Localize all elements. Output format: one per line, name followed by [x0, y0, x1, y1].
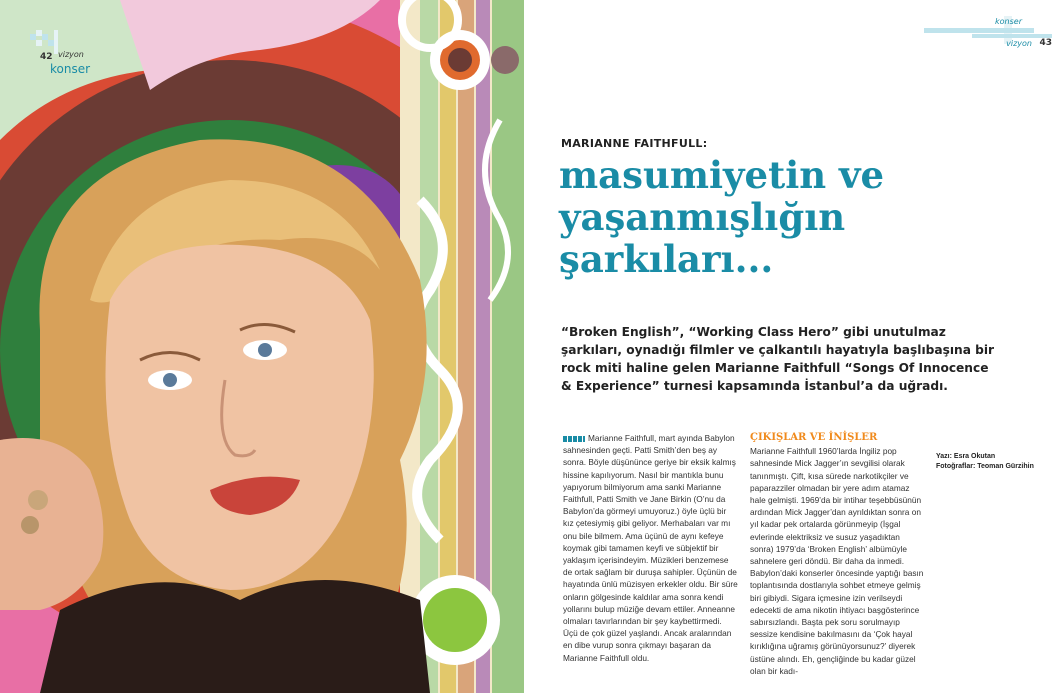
headline-line: yaşanmışlığın: [559, 195, 846, 239]
right-page: [524, 0, 1062, 693]
article-credits: [936, 452, 1056, 472]
article-kicker: MARIANNE FAITHFULL:: [561, 137, 708, 150]
headline-line: şarkıları...: [559, 237, 774, 281]
headline-line: masumiyetin ve: [559, 153, 885, 197]
author-credit: Yazı: Esra Okutan: [936, 453, 996, 460]
page-number-left: 42: [40, 52, 53, 62]
section-label-left: konser: [50, 62, 91, 76]
article-column-2: [750, 432, 925, 677]
photographer-credit: Fotoğraflar: Teoman Gürzihin: [936, 463, 1034, 470]
paragraph-marker-icon: [563, 436, 585, 442]
article-headline: [559, 154, 999, 280]
magazine-name-right: vizyon: [1006, 39, 1032, 48]
section-small-left: vizyon: [58, 50, 84, 59]
left-page: [0, 0, 524, 693]
right-page-header: [922, 14, 1052, 54]
column-1-text: Marianne Faithfull, mart ayında Babylon sahnesinden geçti. Patti Smith’den beş ay sonra. Böyle düşününce geriye bir eksik kalmış hissine kapılıyorum. Nasıl bir mantıkla bunu yapıyorum bilmiyorum ama sanki Marianne Faithfull, Patti Smith ve Jane Birkin (O’nu da Babylon’da görmeyi umuyoruz.) öyle üçlü bir kız çetesiymiş gibi geliyor. Merhabaları var mı onu bile bilmem. Ama üçünü de aynı kefeye koymak gibi tamamen keyfi ve sübjektif bir yaklaşım içerisindeyim. Müzikleri benzemese de ortak sağlam bir duruşa sahipler. Üçünün de hayatında ünlü müzisyen erkekler oldu. Bir süre onların gölgesinde kaldılar ama sonra kendi yollarını bulup müziğe devam ettiler. Anneanne olmaları tavırlarından bir şey kaybettirmedi. Üçü de çok güzel yaşlandı. Ancak aralarından en dibe vurup sonra çıkmayı başaran da Marianne Faithfull oldu.: [563, 433, 738, 663]
portrait-illustration: [0, 0, 524, 693]
page-number-right: 43: [1039, 38, 1052, 48]
column-2-text: Marianne Faithfull 1960’larda İngiliz pop sahnesinde Mick Jagger’ın sevgilisi olarak tanınmıştı. Çift, kısa sürede narkotikçiler ve paparazziler olmadan bir yere adım atamaz hale gelmişti. 1969’da bir intihar teşebbüsünün ardından Mick Jagger’dan ayrıldıktan sonra on yıl kadar pek ortalarda görünmeyip (İşgal evlerinde elektriksiz ve susuz yaşadıktan sonra) 1979’da ‘Broken English’ albümüyle sahnelere geri döndü. Bir daha da inmedi. Babylon’daki konserler öncesinde yaptığı basın toplantısında dostlarıyla sohbet etmeye gelmiş biri gibiydi. Sigara içmesine izin verilseydi edecekti de ama nikotin ihtiyacı başgösterince sabırsızlandı. Başta pek soru sorulmayıp sessize kendisine bakılmasını da ‘Çok hayal kırıklığına uğramış görünüyorsunuz?’ diyerek üstüne alındı. Eh, gençliğinde bu kadar güzel olan bir kadı-: [750, 446, 924, 676]
section-small-right: konser: [995, 17, 1022, 26]
section-subhead: ÇIKIŞLAR VE İNİŞLER: [750, 432, 878, 443]
article-lede: “Broken English”, “Working Class Hero” gibi unutulmaz şarkıları, oynadığı filmler ve çalkantılı hayatıyla başlıbaşına bir rock miti haline gelen Marianne Faithfull “Songs Of Innocence & Experience” turnesi kapsamında İstanbul’a da uğradı.: [561, 325, 995, 393]
header-bar: [924, 28, 1034, 33]
article-column-1: [563, 432, 738, 664]
left-page-header: [30, 30, 110, 80]
